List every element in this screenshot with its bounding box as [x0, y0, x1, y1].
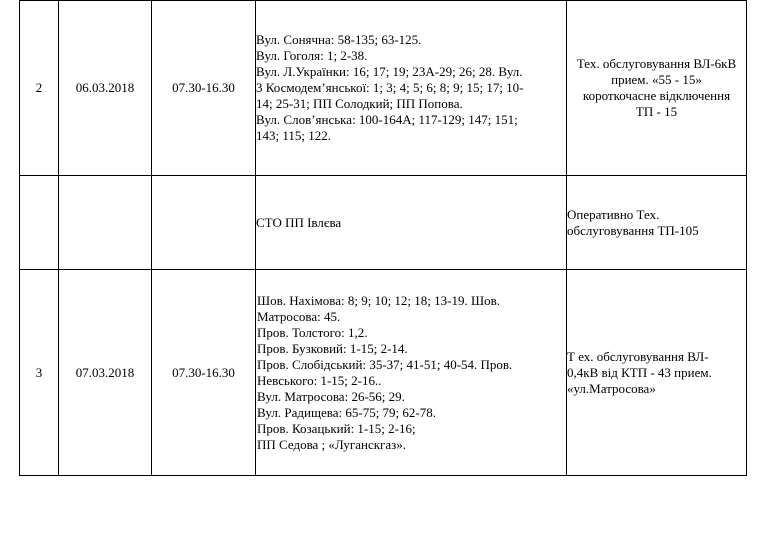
- outage-date: 07.03.2018: [59, 270, 152, 476]
- address-line: Вул. Гоголя: 1; 2-38.: [256, 48, 368, 63]
- address-list: [256, 1, 567, 176]
- address-line: СТО ПП Івлєва: [256, 214, 342, 230]
- work-description: [567, 270, 747, 476]
- address-line: Пров. Слобідський: 35-37; 41-51; 40-54. Пров.: [257, 356, 513, 372]
- address-line: 3 Космодем’янської: 1; 3; 4; 5; 6; 8; 9; 15; 17; 10-: [256, 80, 524, 95]
- outage-date: 06.03.2018: [59, 1, 152, 176]
- outage-schedule-table: [19, 0, 747, 476]
- address-line: 14; 25-31; ПП Солодкий; ПП Попова.: [256, 96, 463, 111]
- work-line: обслуговування ТП-105: [567, 222, 699, 238]
- row-number: 2: [20, 1, 59, 176]
- work-line: прием. «55 - 15»: [611, 72, 702, 87]
- outage-time: 07.30-16.30: [152, 270, 256, 476]
- work-line: ТП - 15: [635, 104, 678, 119]
- work-line: короткочасне відключення: [582, 88, 731, 103]
- address-line: 143; 115; 122.: [256, 128, 331, 143]
- table-row: [20, 176, 747, 270]
- work-line: Тех. обслуговування ВЛ-6кВ: [576, 56, 737, 71]
- outage-time: 07.30-16.30: [152, 1, 256, 176]
- row-number: 3: [20, 270, 59, 476]
- address-list: [256, 270, 567, 476]
- address-line: Пров. Козацький: 1-15; 2-16;: [257, 420, 416, 436]
- address-line: ПП Седова ; «Луганскгаз».: [257, 436, 407, 452]
- work-line: Оперативно Тех.: [567, 206, 660, 222]
- outage-date: [59, 176, 152, 270]
- row-number: [20, 176, 59, 270]
- address-line: Матросова: 45.: [257, 308, 341, 324]
- table-row: [20, 270, 747, 476]
- work-line: «ул.Матросова»: [567, 380, 656, 396]
- address-line: Вул. Радищева: 65-75; 79; 62-78.: [257, 404, 436, 420]
- address-line: Вул. Слов’янська: 100-164А; 117-129; 147; 151;: [256, 112, 518, 127]
- address-line: Шов. Нахімова: 8; 9; 10; 12; 18; 13-19. Шов.: [257, 292, 500, 308]
- address-line: Невського: 1-15; 2-16..: [257, 372, 382, 388]
- address-list: [256, 176, 567, 270]
- work-line: 0,4кВ від КТП - 43 прием.: [567, 364, 712, 380]
- work-description: [567, 1, 747, 176]
- address-line: Пров. Бузковий: 1-15; 2-14.: [257, 340, 408, 356]
- address-line: Вул. Л.Українки: 16; 17; 19; 23А-29; 26; 28. Вул.: [256, 64, 523, 79]
- table-row: [20, 1, 747, 176]
- work-line: Т ех. обслуговування ВЛ-: [567, 348, 709, 364]
- address-line: Вул. Матросова: 26-56; 29.: [257, 388, 405, 404]
- outage-time: [152, 176, 256, 270]
- work-description: [567, 176, 747, 270]
- address-line: Вул. Сонячна: 58-135; 63-125.: [256, 32, 422, 47]
- address-line: Пров. Толстого: 1,2.: [257, 324, 368, 340]
